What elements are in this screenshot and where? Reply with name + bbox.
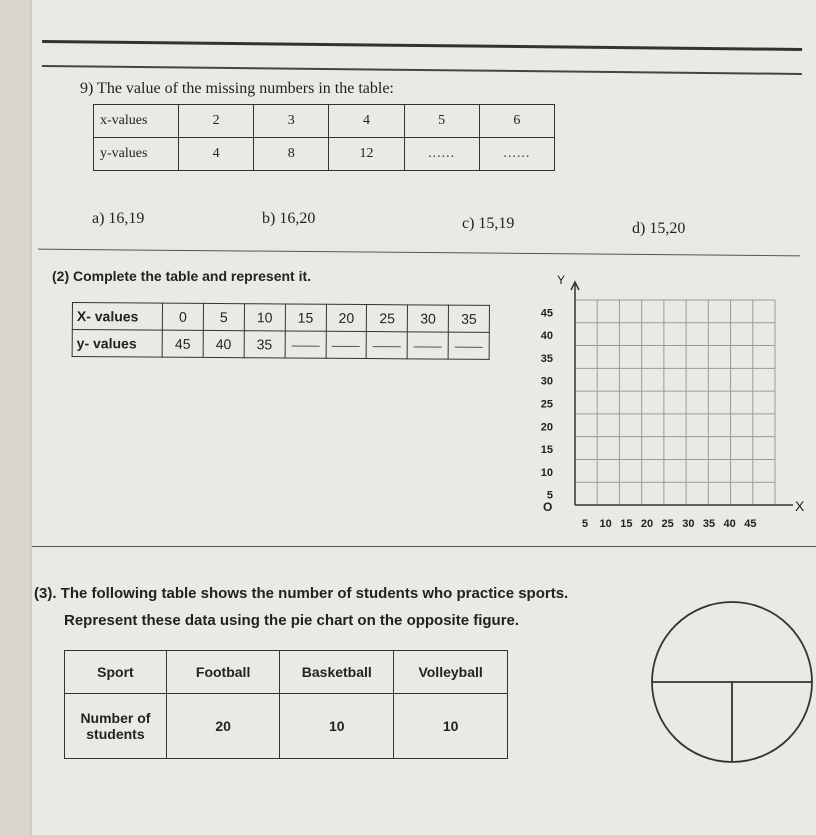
x-tick-label: 10 xyxy=(599,518,612,530)
q9-x-cell: 3 xyxy=(254,105,329,138)
q9-row1-label: x-values xyxy=(94,105,179,138)
q2-y-cell: 35 xyxy=(244,331,285,358)
q3-table xyxy=(64,650,508,759)
q9-x-cell: 6 xyxy=(479,105,554,138)
table-row xyxy=(94,138,555,171)
q2-x-cell: 15 xyxy=(285,304,326,331)
q9-y-cell: 8 xyxy=(254,138,329,171)
q9-y-blank[interactable]: ...... xyxy=(404,138,479,171)
q9-y-cell: 4 xyxy=(179,138,254,171)
x-axis-label: X xyxy=(795,498,805,514)
q2-x-cell: 5 xyxy=(203,303,244,330)
q3-value-cell: 20 xyxy=(166,694,279,759)
table-row xyxy=(72,330,489,360)
q3-subtitle: Represent these data using the pie chart on the opposite figure. xyxy=(64,612,520,629)
q2-x-cell: 30 xyxy=(408,305,449,332)
q2-y-blank[interactable] xyxy=(326,331,367,358)
q3-header-cell: Basketball xyxy=(280,651,394,694)
q3-header-cell: Football xyxy=(166,651,279,694)
origin-label: O xyxy=(543,500,553,514)
q2-row1-label: X- values xyxy=(72,303,162,331)
q2-x-cell: 25 xyxy=(367,305,408,332)
q9-row2-label: y-values xyxy=(94,138,179,171)
x-tick-label: 35 xyxy=(702,518,716,530)
y-tick-label: 10 xyxy=(540,466,553,479)
y-tick-label: 40 xyxy=(540,330,553,343)
q9-y-cell: 12 xyxy=(329,138,404,171)
q3-header-cell: Volleyball xyxy=(394,651,508,694)
q9-table xyxy=(93,104,555,171)
y-tick-label: 20 xyxy=(540,421,553,434)
q9-y-blank[interactable]: ...... xyxy=(479,138,554,171)
y-tick-label: 15 xyxy=(540,444,553,457)
q2-table xyxy=(72,302,490,360)
q2-x-cell: 20 xyxy=(326,304,367,331)
table-row xyxy=(94,105,555,138)
q2-y-blank[interactable] xyxy=(448,332,489,359)
x-tick-label: 25 xyxy=(661,518,674,530)
divider xyxy=(32,546,816,547)
y-tick-label: 25 xyxy=(540,398,553,411)
q2-x-cell: 35 xyxy=(448,305,489,332)
q9-x-cell: 5 xyxy=(404,105,479,138)
q3-header-cell: Sport xyxy=(65,651,167,694)
q9-option-a[interactable]: a) 16,19 xyxy=(92,210,145,227)
table-row xyxy=(72,303,489,333)
x-tick-label: 40 xyxy=(723,518,736,530)
q2-title: (2) Complete the table and represent it. xyxy=(52,268,312,284)
y-tick-label: 30 xyxy=(540,375,553,388)
q2-x-cell: 0 xyxy=(162,303,203,330)
q2-row2-label: y- values xyxy=(72,330,162,358)
q2-x-cell: 10 xyxy=(244,304,285,331)
q2-y-cell: 40 xyxy=(203,330,244,357)
q9-x-cell: 4 xyxy=(329,105,404,138)
q9-title: 9) The value of the missing numbers in the table: xyxy=(80,80,394,97)
y-tick-label: 45 xyxy=(540,307,553,320)
q9-option-d[interactable]: d) 15,20 xyxy=(632,220,686,237)
x-tick-label: 5 xyxy=(581,518,589,530)
x-tick-label: 15 xyxy=(620,518,633,530)
q3-value-cell: 10 xyxy=(394,694,508,759)
y-axis-label: Y xyxy=(557,273,566,287)
q3-title: (3). The following table shows the number of students who practice sports. xyxy=(34,585,569,602)
table-row xyxy=(65,651,508,694)
q2-y-blank[interactable] xyxy=(407,332,448,359)
q2-y-cell: 45 xyxy=(162,330,203,357)
q9-option-b[interactable]: b) 16,20 xyxy=(262,210,316,227)
q2-y-blank[interactable] xyxy=(285,331,326,358)
x-tick-label: 45 xyxy=(744,518,757,530)
y-tick-label: 5 xyxy=(546,489,553,502)
q9-x-cell: 2 xyxy=(179,105,254,138)
x-tick-label: 20 xyxy=(640,518,654,530)
y-tick-label: 35 xyxy=(540,352,553,365)
x-tick-label: 30 xyxy=(682,518,695,530)
table-row xyxy=(65,694,508,759)
q9-option-c[interactable]: c) 15,19 xyxy=(462,215,515,232)
q3-value-cell: 10 xyxy=(280,694,394,759)
q2-y-blank[interactable] xyxy=(367,332,408,359)
q3-row-label: Number of students xyxy=(65,694,167,759)
